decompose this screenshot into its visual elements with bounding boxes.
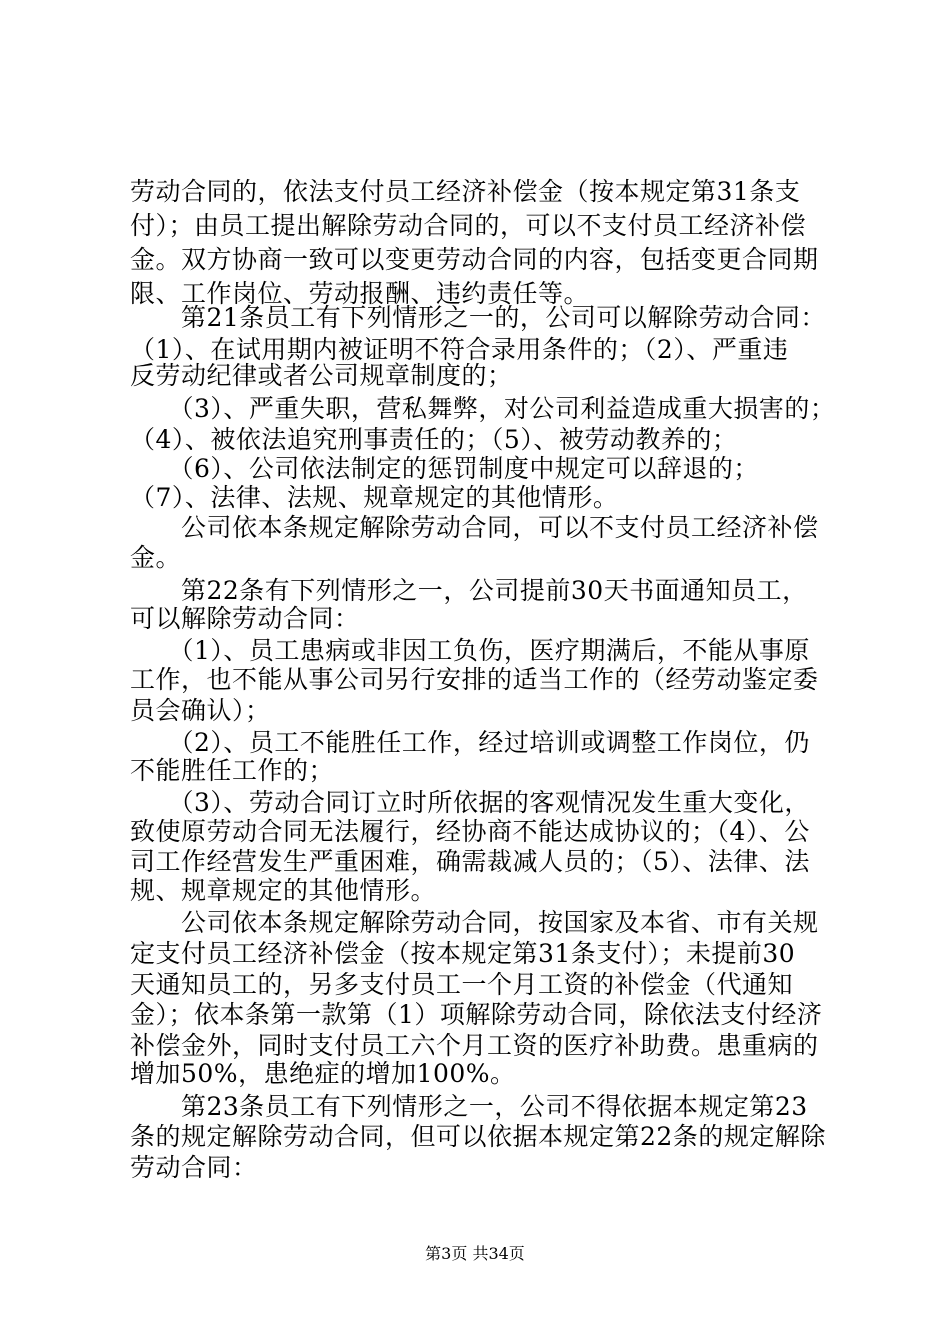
- text-line: 劳动合同的，依法支付员工经济补偿金（按本规定第31条支: [130, 177, 801, 206]
- text-line: 第21条员工有下列情形之一的，公司可以解除劳动合同：: [130, 303, 826, 332]
- text-line: （1）、员工患病或非因工负伤，医疗期满后，不能从事原: [130, 636, 810, 665]
- text-line: （7）、法律、法规、规章规定的其他情形。: [130, 483, 619, 512]
- text-line: （3）、劳动合同订立时所依据的客观情况发生重大变化，: [130, 788, 810, 817]
- text-line: 增加50%，患绝症的增加100%。: [130, 1059, 516, 1088]
- text-line: 付）；由员工提出解除劳动合同的，可以不支付员工经济补偿: [130, 211, 807, 240]
- text-line: 致使原劳动合同无法履行，经协商不能达成协议的；（4）、公: [130, 817, 810, 846]
- text-line: （1）、在试用期内被证明不符合录用条件的；（2）、严重违: [130, 335, 789, 364]
- text-line: （3）、严重失职，营私舞弊，对公司利益造成重大损害的；: [130, 394, 836, 423]
- text-line: 不能胜任工作的；: [130, 756, 335, 785]
- text-line: 第22条有下列情形之一，公司提前30天书面通知员工，: [130, 576, 808, 605]
- text-line: 员会确认）；: [130, 696, 271, 725]
- text-line: 金）；依本条第一款第（1）项解除劳动合同，除依法支付经济: [130, 1000, 823, 1029]
- text-line: 公司依本条规定解除劳动合同，可以不支付员工经济补偿: [130, 513, 819, 542]
- text-line: （6）、公司依法制定的惩罚制度中规定可以辞退的；: [130, 454, 759, 483]
- text-line: （2）、员工不能胜任工作，经过培训或调整工作岗位，仍: [130, 728, 810, 757]
- text-line: 劳动合同：: [130, 1153, 258, 1182]
- page-number-footer: 第3页 共34页: [425, 1244, 525, 1263]
- text-line: 可以解除劳动合同：: [130, 604, 360, 633]
- text-line: 补偿金外，同时支付员工六个月工资的医疗补助费。患重病的: [130, 1031, 819, 1060]
- text-line: 天通知员工的，另多支付员工一个月工资的补偿金（代通知: [130, 970, 794, 999]
- text-line: 公司依本条规定解除劳动合同，按国家及本省、市有关规: [130, 908, 819, 937]
- text-line: （4）、被依法追究刑事责任的；（5）、被劳动教养的；: [130, 425, 738, 454]
- text-line: 工作，也不能从事公司另行安排的适当工作的（经劳动鉴定委: [130, 665, 819, 694]
- text-line: 金。: [130, 543, 182, 572]
- text-line: 第23条员工有下列情形之一，公司不得依据本规定第23: [130, 1092, 808, 1121]
- text-line: 条的规定解除劳动合同，但可以依据本规定第22条的规定解除: [130, 1122, 826, 1151]
- text-line: 规、规章规定的其他情形。: [130, 876, 437, 905]
- text-line: 限、工作岗位、劳动报酬、违约责任等。: [130, 279, 590, 308]
- text-line: 金。双方协商一致可以变更劳动合同的内容，包括变更合同期: [130, 245, 819, 274]
- text-line: 司工作经营发生严重困难，确需裁减人员的；（5）、法律、法: [130, 847, 810, 876]
- text-line: 定支付员工经济补偿金（按本规定第31条支付）；未提前30: [130, 939, 796, 968]
- text-line: 反劳动纪律或者公司规章制度的；: [130, 361, 513, 390]
